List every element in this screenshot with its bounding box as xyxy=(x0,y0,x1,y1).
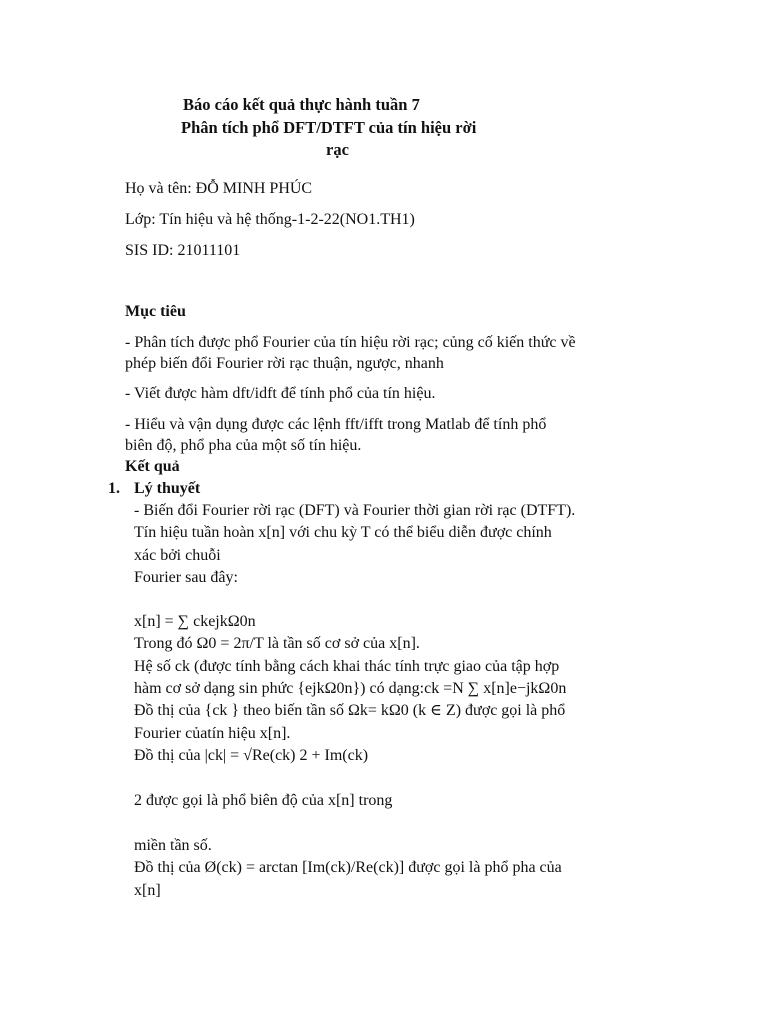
objectives-heading: Mục tiêu xyxy=(125,303,186,320)
theory-line: miền tần số. xyxy=(134,837,212,854)
title-line-1: Báo cáo kết quả thực hành tuần 7 xyxy=(183,95,420,114)
student-name: Họ và tên: ĐỖ MINH PHÚC xyxy=(125,180,313,197)
theory-line: - Biến đổi Fourier rời rạc (DFT) và Fourier thời gian rời rạc (DTFT). xyxy=(134,502,576,519)
theory-line: hàm cơ sở dạng sin phức {ejkΩ0n}) có dạng:ck =N ∑ x[n]e−jkΩ0n xyxy=(134,680,567,697)
theory-line: Tín hiệu tuần hoàn x[n] với chu kỳ T có thể biểu diễn được chính xyxy=(134,524,552,541)
results-heading: Kết quả xyxy=(125,458,180,475)
theory-line: Fourier củatín hiệu x[n]. xyxy=(134,725,291,742)
theory-line: Fourier sau đây: xyxy=(134,569,238,586)
theory-line: Đồ thị của |ck| = √Re(ck) 2 + Im(ck) xyxy=(134,747,369,764)
theory-formula: x[n] = ∑ ckejkΩ0n xyxy=(134,613,256,630)
objective-1-line-2: phép biến đổi Fourier rời rạc thuận, ngược, nhanh xyxy=(125,355,444,372)
student-sis-id: SIS ID: 21011101 xyxy=(125,242,241,259)
theory-line: Đồ thị của {ck } theo biến tần số Ωk= kΩ0 (k ∈ Z) được gọi là phổ xyxy=(134,702,566,719)
title-line-3: rạc xyxy=(326,140,349,159)
theory-line: Đồ thị của Ø(ck) = arctan [Im(ck)/Re(ck)] được gọi là phổ pha của xyxy=(134,859,562,876)
theory-line: xác bởi chuỗi xyxy=(134,547,221,564)
theory-line: Trong đó Ω0 = 2π/T là tần số cơ sở của x[n]. xyxy=(134,635,420,652)
objective-1-line-1: - Phân tích được phổ Fourier của tín hiệu rời rạc; củng cố kiến thức về xyxy=(125,334,576,351)
theory-line: 2 được gọi là phổ biên độ của x[n] trong xyxy=(134,792,393,809)
student-class: Lớp: Tín hiệu và hệ thống-1-2-22(NO1.TH1) xyxy=(125,211,415,228)
section-1-title: Lý thuyết xyxy=(134,480,201,497)
theory-line: Hệ số ck (được tính bằng cách khai thác tính trực giao của tập hợp xyxy=(134,658,560,675)
title-line-2: Phân tích phổ DFT/DTFT của tín hiệu rời xyxy=(181,118,477,137)
objective-3-line-2: biên độ, phổ pha của một số tín hiệu. xyxy=(125,437,362,454)
section-1-number: 1. xyxy=(108,480,120,497)
objective-3-line-1: - Hiểu và vận dụng được các lệnh fft/ifft trong Matlab để tính phổ xyxy=(125,416,547,433)
theory-line: x[n] xyxy=(134,882,161,899)
objective-2: - Viết được hàm dft/idft để tính phổ của tín hiệu. xyxy=(125,385,436,402)
